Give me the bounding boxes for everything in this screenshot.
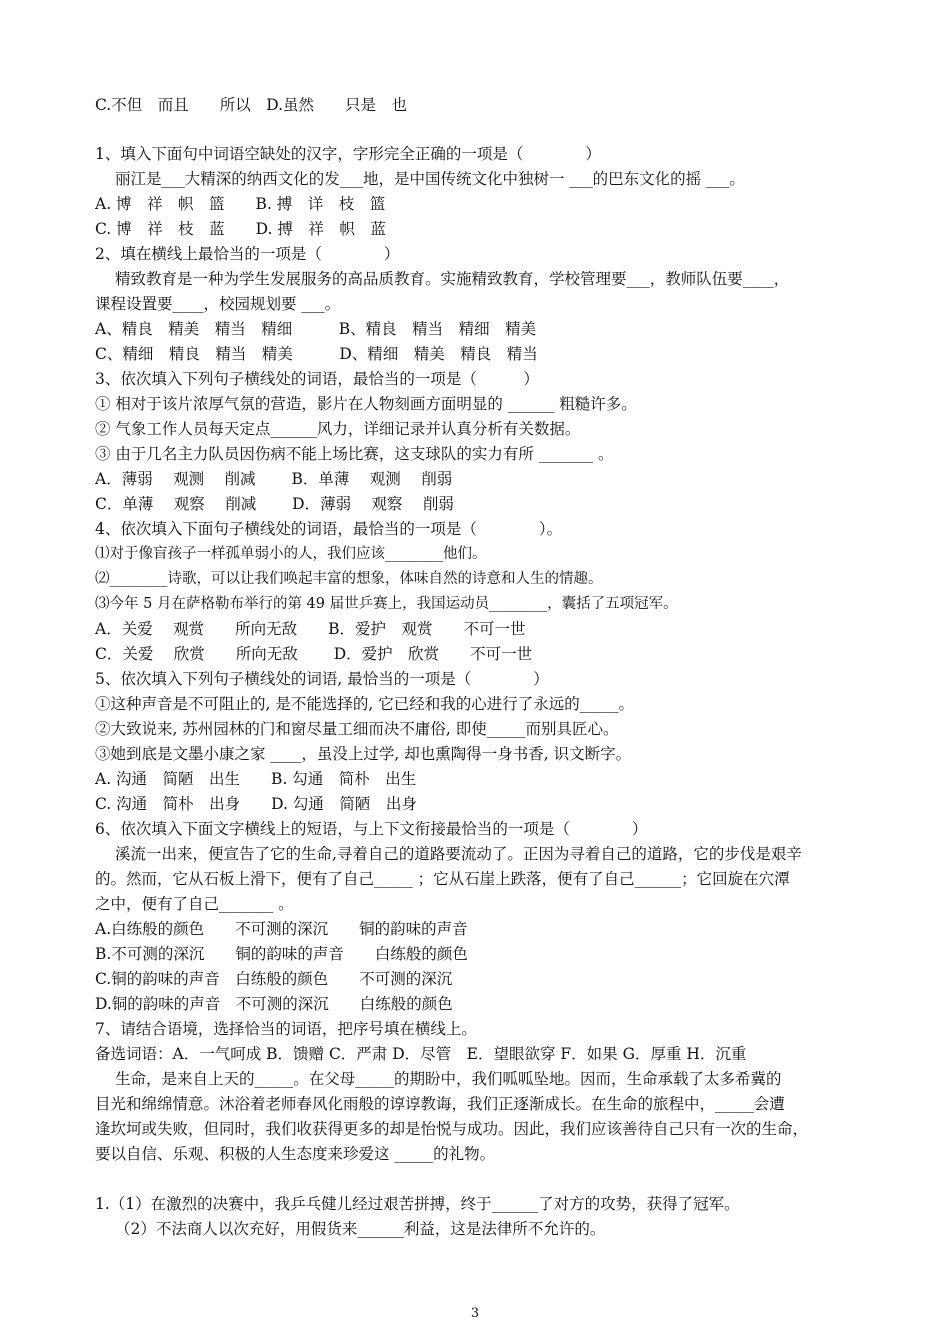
question-5-title: 5、依次填入下列句子横线处的词语, 最恰当的一项是（ ） bbox=[95, 670, 549, 688]
question-1-options-cd: C. 博 祥 枝 蓝 D. 搏 祥 帜 蓝 bbox=[95, 220, 386, 238]
question-2-passage-line-1: 精致教育是一种为学生发展服务的高品质教育。实施精致教育，学校管理要___，教师队伍要____， bbox=[115, 270, 790, 288]
question-3-options-cd: C．单薄 观察 削减 D．薄弱 观察 削弱 bbox=[95, 495, 454, 513]
question-5-options-cd: C. 沟通 简朴 出身 D. 勾通 简陋 出身 bbox=[95, 795, 417, 813]
page-number: 3 bbox=[470, 1306, 480, 1321]
question-6-title: 6、依次填入下面文字横线上的短语，与上下文衔接最恰当的一项是（ ） bbox=[95, 820, 648, 838]
question-2-options-cd: C、精细 精良 精当 精美 D、精细 精美 精良 精当 bbox=[95, 345, 538, 363]
question-1-title: 1、填入下面句中词语空缺处的汉字，字形完全正确的一项是（ ） bbox=[95, 145, 601, 163]
question-4-title: 4、依次填入下面句子横线处的词语，最恰当的一项是（ ）。 bbox=[95, 520, 563, 538]
question-6-option-d: D.铜的韵味的声音 不可测的深沉 白练般的颜色 bbox=[95, 995, 453, 1013]
question-5-sentence-3: ③她到底是文墨小康之家 ____，虽没上过学, 却也熏陶得一身书香, 识文断字。 bbox=[95, 745, 632, 763]
question-3-sentence-3: ③ 由于几名主力队员因伤病不能上场比赛，这支球队的实力有所 _______ 。 bbox=[95, 445, 614, 463]
question-7-passage-line-3: 逢坎坷或失败，但同时，我们收获得更多的却是怡悦与成功。因此，我们应该善待自己只有一次的生命， bbox=[95, 1120, 809, 1138]
question-5-sentence-1: ①这种声音是不可阻止的, 是不能选择的, 它已经和我的心进行了永远的_____。 bbox=[95, 695, 634, 713]
question-6-passage-line-1: 溪流一出来，便宣告了它的生命,寻着自己的道路要流动了。正因为寻着自己的道路，它的步伐是艰辛 bbox=[115, 845, 802, 863]
question-4-sentence-1: ⑴对于像盲孩子一样孤单弱小的人，我们应该________他们。 bbox=[95, 546, 487, 562]
question-3-title: 3、依次填入下列句子横线处的词语，最恰当的一项是（ ） bbox=[95, 370, 539, 388]
question-4-sentence-3: ⑶今年 5 月在萨格勒布举行的第 49 届世乒赛上，我国运动员________，囊括了五项冠军。 bbox=[95, 596, 678, 612]
question-3-sentence-1: ① 相对于该片浓厚气氛的营造，影片在人物刻画方面明显的 ______ 粗糙许多。 bbox=[95, 395, 637, 413]
question-7-passage-line-2: 目光和绵绵情意。沐浴着老师春风化雨般的谆谆教诲，我们正逐渐成长。在生命的旅程中，_____会遭 bbox=[95, 1095, 785, 1113]
question-7-passage-line-4: 要以自信、乐观、积极的人生态度来珍爱这 _____的礼物。 bbox=[95, 1145, 496, 1163]
question-7-passage-line-1: 生命，是来自上天的_____。在父母_____的期盼中，我们呱呱坠地。因而，生命承载了太多希冀的 bbox=[115, 1070, 782, 1088]
exercise-1-item-1: 1.（1）在激烈的决赛中，我乒乓健儿经过艰苦拼搏，终于______了对方的攻势，获得了冠军。 bbox=[95, 1195, 740, 1213]
question-4-options-ab: A．关爱 观赏 所向无敌 B．爱护 观赏 不可一世 bbox=[95, 620, 526, 638]
question-6-option-a: A.白练般的颜色 不可测的深沉 铜的韵味的声音 bbox=[95, 920, 468, 938]
question-4-sentence-2: ⑵________诗歌，可以让我们唤起丰富的想象，体味自然的诗意和人生的情趣。 bbox=[95, 571, 603, 587]
question-1-sentence: 丽江是___大精深的纳西文化的发___地，是中国传统文化中独树一 ___的巴东文化的摇 ___。 bbox=[115, 170, 745, 188]
question-7-word-bank: 备选词语：A．一气呵成 B．馈赠 C．严肃 D．尽管 E．望眼欲穿 F．如果 G．厚重 H．沉重 bbox=[95, 1045, 747, 1063]
question-5-options-ab: A. 沟通 简陋 出生 B. 勾通 简朴 出生 bbox=[95, 770, 417, 788]
question-3-options-ab: A．薄弱 观测 削减 B．单薄 观测 削弱 bbox=[95, 470, 453, 488]
question-3-sentence-2: ② 气象工作人员每天定点______风力，详细记录并认真分析有关数据。 bbox=[95, 420, 581, 438]
question-7-title: 7、请结合语境，选择恰当的词语，把序号填在横线上。 bbox=[95, 1020, 477, 1038]
question-6-passage-line-3: 之中，便有了自己_______ 。 bbox=[95, 895, 294, 913]
question-6-passage-line-2: 的。然而，它从石板上滑下，便有了自己_____ ；它从石崖上跌落，便有了自己______；它回旋在穴潭 bbox=[95, 870, 790, 888]
exercise-1-item-2: （2）不法商人以次充好，用假货来______利益，这是法律所不允许的。 bbox=[115, 1220, 606, 1238]
question-5-sentence-2: ②大致说来, 苏州园林的门和窗尽量工细而决不庸俗, 即使_____而别具匠心。 bbox=[95, 720, 619, 738]
question-6-option-b: B.不可测的深沉 铜的韵味的声音 白练般的颜色 bbox=[95, 945, 468, 963]
question-2-title: 2、填在横线上最恰当的一项是（ ） bbox=[95, 245, 400, 263]
question-2-options-ab: A、精良 精美 精当 精细 B、精良 精当 精细 精美 bbox=[95, 320, 537, 338]
question-6-option-c: C.铜的韵味的声音 白练般的颜色 不可测的深沉 bbox=[95, 970, 453, 988]
question-1-options-ab: A. 博 祥 帜 篮 B. 搏 详 枝 篮 bbox=[95, 195, 386, 213]
question-4-options-cd: C．关爱 欣赏 所向无敌 D．爱护 欣赏 不可一世 bbox=[95, 645, 533, 663]
option-line: C.不但 而且 所以 D.虽然 只是 也 bbox=[95, 96, 408, 114]
question-2-passage-line-2: 课程设置要____，校园规划要 ___。 bbox=[95, 295, 341, 313]
